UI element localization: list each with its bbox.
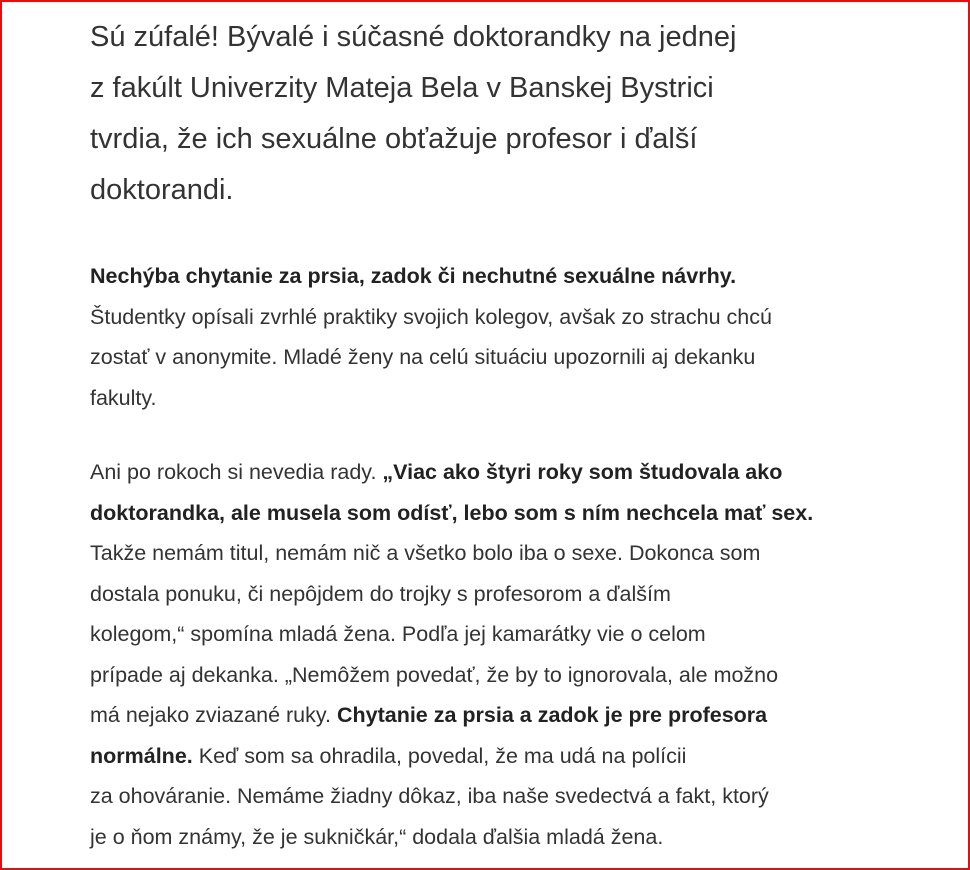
bold-quote: „Viac ako štyri roky som študovala ako [382,460,783,484]
bold-quote: Chytanie za prsia a zadok je pre profesora [336,703,768,727]
lead-line: tvrdia, že ich sexuálne obťažuje profesor i ďalší [90,123,698,155]
paragraph-line: Študentky opísali zvrhlé praktiky svojich kolegov, avšak zo strachu chcú [90,304,772,329]
paragraph-line [90,256,960,297]
paragraph-line: prípade aj dekanka. „Nemôžem povedať, že by to ignorovala, ale možno [90,662,779,687]
bold-highlight: Nechýba chytanie za prsia, zadok či nechutné sexuálne návrhy. [90,264,737,288]
paragraph-line: fakulty. [90,385,157,410]
lead-line: doktorandi. [90,174,234,206]
paragraph-line [90,695,960,736]
lead-line: z fakúlt Univerzity Mateja Bela v Banskej Bystrici [90,72,714,104]
bold-quote: normálne. [90,743,193,768]
paragraph-line: dostala ponuku, či nepôjdem do trojky s profesorom a ďalším [90,581,671,606]
paragraph-line: kolegom,“ spomína mladá žena. Podľa jej kamarátky vie o celom [90,622,706,646]
regular-text: Ani po rokoch si nevedia rady. [90,460,383,484]
paragraph-line: zostať v anonymite. Mladé ženy na celú situáciu upozornili aj dekanku [90,345,756,369]
regular-text: má nejako zviazané ruky. [90,703,337,727]
bold-quote: doktorandka, ale musela som odísť, lebo som s ním nechcela mať sex. [90,500,814,525]
regular-text: Keď som sa ohradila, povedal, že ma udá na polícii [192,743,687,768]
lead-line: Sú zúfalé! Bývalé i súčasné doktorandky na jednej [90,21,737,53]
article-body [90,12,960,857]
paragraph-testimony [90,452,960,857]
paragraph-line: Takže nemám titul, nemám nič a všetko bolo iba o sexe. Dokonca som [90,541,761,565]
article-lead [90,12,960,216]
paragraph-line [90,452,960,493]
paragraph-line: je o ňom známy, že je sukničkár,“ dodala ďalšia mladá žena. [90,824,664,849]
paragraph-line [90,736,960,777]
paragraph-line [90,493,960,534]
paragraph-intro [90,256,960,418]
paragraph-line: za ohováranie. Nemáme žiadny dôkaz, iba naše svedectvá a fakt, ktorý [90,784,769,808]
